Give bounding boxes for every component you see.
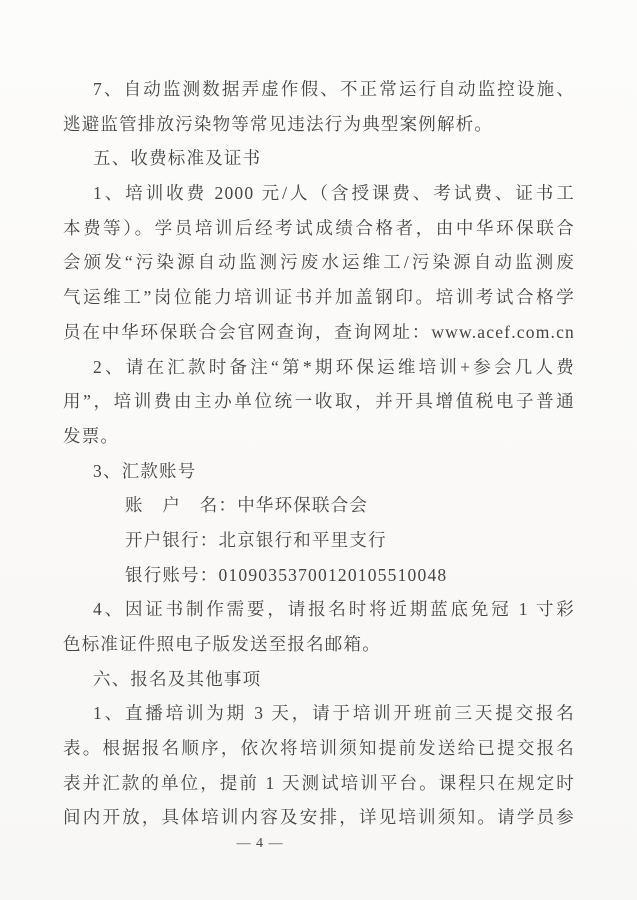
remittance-account-heading: 3、汇款账号 bbox=[93, 460, 197, 481]
document-line: 会颁发“污染源自动监测污废水运维工/污染源自动监测废 bbox=[63, 252, 575, 273]
document-line: 4、因证书制作需要，请报名时将近期蓝底免冠 1 寸彩 bbox=[93, 599, 575, 620]
document-line: 逃避监管排放污染物等常见违法行为典型案例解析。 bbox=[63, 113, 494, 134]
document-line: 7、自动监测数据弄虚作假、不正常运行自动监控设施、 bbox=[93, 79, 575, 99]
document-line-website: 员在中华环保联合会官网查询，查询网址：www.acef.com.cn bbox=[63, 321, 575, 342]
section-heading-fees: 五、收费标准及证书 bbox=[93, 148, 262, 169]
page-number: — 4 — bbox=[236, 836, 284, 851]
section-heading-registration: 六、报名及其他事项 bbox=[93, 668, 262, 689]
document-line: 1、直播培训为期 3 天，请于培训开班前三天提交报名 bbox=[93, 703, 575, 724]
account-name-line: 账 户 名：中华环保联合会 bbox=[125, 495, 369, 516]
document-line: 间内开放，具体培训内容及安排，详见培训须知。请学员参 bbox=[63, 807, 575, 828]
document-line: 发票。 bbox=[63, 425, 120, 446]
document-line: 2、请在汇款时备注“第*期环保运维培训+参会几人费 bbox=[93, 356, 575, 377]
document-line: 色标准证件照电子版发送至报名邮箱。 bbox=[63, 634, 381, 654]
bank-account-number-line: 银行账号：01090353700120105510048 bbox=[125, 564, 448, 585]
document-line: 表。根据报名顺序，依次将培训须知提前发送给已提交报名 bbox=[63, 738, 575, 759]
document-body bbox=[63, 72, 575, 835]
document-line: 表并汇款的单位，提前 1 天测试培训平台。课程只在规定时 bbox=[63, 772, 575, 793]
document-line: 用”，培训费由主办单位统一收取，并开具增值税电子普通 bbox=[63, 391, 575, 412]
document-line: 1、培训收费 2000 元/人（含授课费、考试费、证书工 bbox=[93, 183, 575, 204]
document-line: 气运维工”岗位能力培训证书并加盖钢印。培训考试合格学 bbox=[63, 287, 575, 308]
bank-branch-line: 开户银行：北京银行和平里支行 bbox=[125, 529, 387, 550]
document-line: 本费等）。学员培训后经考试成绩合格者，由中华环保联合 bbox=[63, 217, 575, 238]
